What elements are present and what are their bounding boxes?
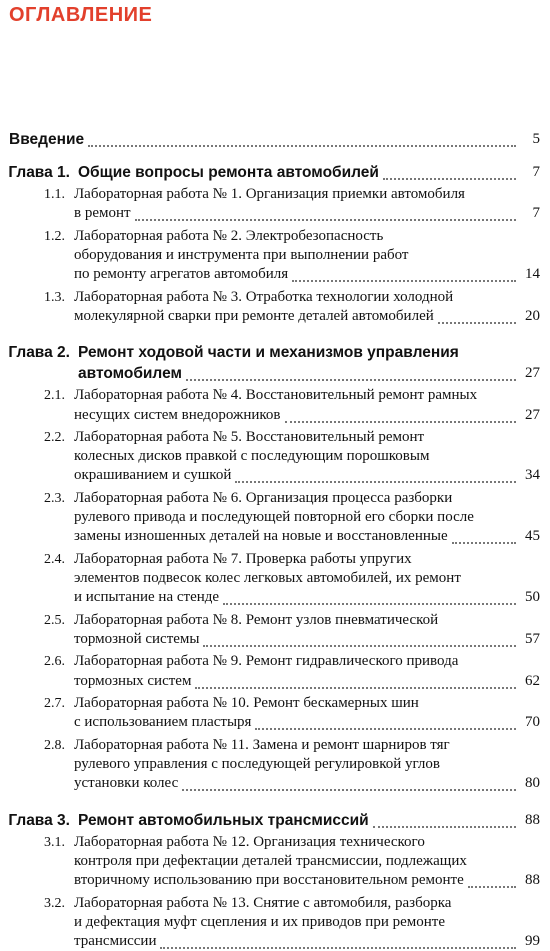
section-title-line: Лабораторная работа № 1. Организация приемки автомобиля bbox=[74, 186, 465, 202]
page-number: 50 bbox=[525, 589, 540, 606]
dot-leader bbox=[182, 787, 516, 791]
section-entry bbox=[0, 588, 550, 607]
page-number: 14 bbox=[525, 266, 540, 283]
section-title-line: несущих систем внедорожников bbox=[74, 406, 281, 423]
section-title-line: Лабораторная работа № 13. Снятие с автомобиля, разборка bbox=[74, 894, 452, 911]
chapter-title-line: Ремонт ходовой части и механизмов управления bbox=[78, 344, 459, 362]
section-title-line: установки колес bbox=[74, 775, 179, 792]
chapter-title-line: Общие вопросы ремонта автомобилей bbox=[78, 164, 379, 181]
section-title-line: тормозной системы bbox=[74, 630, 200, 647]
dot-leader bbox=[452, 540, 516, 544]
section-title-line: рулевого управления с последующей регулировкой углов bbox=[74, 756, 440, 772]
section-title-line: Лабораторная работа № 9. Ремонт гидравлического привода bbox=[74, 653, 459, 670]
dot-leader bbox=[292, 278, 516, 282]
page-number: 27 bbox=[525, 365, 540, 382]
section-entry bbox=[0, 204, 550, 223]
section-entry bbox=[0, 694, 550, 713]
dot-leader bbox=[438, 320, 516, 324]
page-number: 34 bbox=[525, 467, 540, 484]
section-entry bbox=[0, 672, 550, 691]
section-entry bbox=[0, 736, 550, 755]
dot-leader bbox=[285, 419, 517, 423]
section-title-line: и испытание на стенде bbox=[74, 589, 220, 606]
section-entry bbox=[0, 611, 550, 630]
section-entry bbox=[0, 428, 550, 447]
section-entry bbox=[0, 489, 550, 508]
section-title-line: Лабораторная работа № 5. Восстановительный ремонт bbox=[74, 429, 425, 445]
chapter-number: Глава 1. bbox=[8, 164, 70, 181]
section-title-line: колесных дисков правкой с последующим порошковым bbox=[74, 448, 430, 465]
toc-heading: ОГЛАВЛЕНИЕ bbox=[9, 4, 153, 26]
section-entry bbox=[0, 630, 550, 649]
section-title-line: замены изношенных деталей на новые и восстановленные bbox=[74, 528, 448, 545]
section-title-line: трансмиссии bbox=[74, 933, 157, 949]
section-number: 2.8. bbox=[44, 737, 65, 753]
section-entry bbox=[0, 288, 550, 307]
section-number: 2.4. bbox=[44, 551, 65, 567]
section-title-line: Лабораторная работа № 6. Организация процесса разборки bbox=[74, 489, 453, 506]
page-number: 88 bbox=[525, 811, 540, 828]
page-number: 99 bbox=[525, 933, 540, 949]
dot-leader bbox=[223, 601, 516, 605]
page-number: 80 bbox=[525, 775, 540, 792]
section-number: 1.1. bbox=[44, 187, 65, 202]
toc-entry-introduction bbox=[0, 130, 550, 149]
dot-leader bbox=[255, 726, 516, 730]
page-number: 20 bbox=[525, 307, 540, 324]
section-entry bbox=[0, 569, 550, 588]
section-number: 2.5. bbox=[44, 612, 65, 628]
chapter-title bbox=[0, 163, 550, 182]
page-number: 88 bbox=[525, 872, 540, 889]
section-title-line: окрашиванием и сушкой bbox=[74, 467, 232, 484]
page-number: 27 bbox=[525, 406, 540, 423]
section-number: 1.3. bbox=[44, 289, 65, 305]
section-title-line: Лабораторная работа № 7. Проверка работы упругих bbox=[74, 550, 412, 567]
dot-leader bbox=[383, 176, 516, 180]
section-entry bbox=[0, 307, 550, 326]
chapter-title-line: автомобилем bbox=[78, 365, 182, 383]
section-entry bbox=[0, 713, 550, 732]
section-entry bbox=[0, 508, 550, 527]
section-entry bbox=[0, 386, 550, 405]
dot-leader bbox=[235, 479, 516, 483]
section-entry bbox=[0, 871, 550, 890]
section-entry bbox=[0, 527, 550, 546]
section-entry bbox=[0, 227, 550, 246]
section-title-line: контроля при дефектации деталей трансмиссии, подлежащих bbox=[74, 852, 467, 869]
section-title-line: оборудования и инструмента при выполнении работ bbox=[74, 246, 409, 263]
section-entry bbox=[0, 913, 550, 932]
dot-leader bbox=[373, 824, 516, 828]
section-title-line: Лабораторная работа № 4. Восстановительный ремонт рамных bbox=[74, 387, 478, 404]
section-title-line: Лабораторная работа № 10. Ремонт бескамерных шин bbox=[74, 695, 419, 712]
section-entry bbox=[0, 833, 550, 852]
dot-leader bbox=[88, 143, 516, 147]
section-entry bbox=[0, 406, 550, 425]
dot-leader bbox=[203, 643, 516, 647]
section-entry bbox=[0, 894, 550, 913]
entry-title-line: Введение bbox=[9, 131, 85, 148]
page-number: 7 bbox=[532, 164, 540, 180]
section-number: 2.7. bbox=[44, 696, 65, 712]
section-number: 2.6. bbox=[44, 654, 65, 670]
section-entry bbox=[0, 265, 550, 284]
section-title-line: Лабораторная работа № 8. Ремонт узлов пневматической bbox=[74, 611, 439, 628]
section-entry bbox=[0, 447, 550, 466]
dot-leader bbox=[160, 945, 516, 949]
page-number: 57 bbox=[525, 630, 540, 647]
chapter-title bbox=[0, 343, 550, 362]
section-title-line: в ремонт bbox=[74, 205, 131, 222]
dot-leader bbox=[186, 377, 516, 381]
page-number: 5 bbox=[532, 131, 540, 147]
section-title-line: и дефектация муфт сцепления и их приводов при ремонте bbox=[74, 913, 445, 930]
chapter-number: Глава 2. bbox=[8, 344, 70, 362]
section-title-line: Лабораторная работа № 3. Отработка технологии холодной bbox=[74, 288, 454, 305]
section-number: 1.2. bbox=[44, 228, 65, 244]
page-number: 45 bbox=[525, 528, 540, 545]
section-title-line: по ремонту агрегатов автомобиля bbox=[74, 266, 289, 283]
section-entry bbox=[0, 852, 550, 871]
section-title-line: Лабораторная работа № 11. Замена и ремонт шарниров тяг bbox=[74, 736, 450, 753]
section-title-line: элементов подвесок колес легковых автомобилей, их ремонт bbox=[74, 570, 461, 586]
section-number: 3.1. bbox=[44, 834, 65, 850]
section-entry bbox=[0, 932, 550, 951]
section-entry bbox=[0, 550, 550, 569]
section-entry bbox=[0, 185, 550, 204]
section-title-line: с использованием пластыря bbox=[74, 714, 252, 731]
section-title-line: рулевого привода и последующей повторной его сборки после bbox=[74, 509, 474, 526]
section-title-line: Лабораторная работа № 2. Электробезопасность bbox=[74, 227, 384, 244]
section-entry bbox=[0, 755, 550, 774]
section-title-line: Лабораторная работа № 12. Организация технического bbox=[74, 833, 425, 850]
chapter-title bbox=[0, 811, 550, 830]
section-number: 2.2. bbox=[44, 430, 65, 445]
section-entry bbox=[0, 246, 550, 265]
section-title-line: молекулярной сварки при ремонте деталей автомобилей bbox=[74, 307, 434, 324]
page-number: 70 bbox=[525, 714, 540, 731]
chapter-title bbox=[0, 364, 550, 383]
page-number: 7 bbox=[532, 205, 540, 222]
section-entry bbox=[0, 652, 550, 671]
section-title-line: вторичному использованию при восстановительном ремонте bbox=[74, 872, 464, 889]
section-title-line: тормозных систем bbox=[74, 672, 192, 689]
chapter-number: Глава 3. bbox=[8, 811, 70, 829]
dot-leader bbox=[135, 217, 516, 221]
dot-leader bbox=[195, 685, 516, 689]
page-number: 62 bbox=[525, 672, 540, 689]
section-number: 2.1. bbox=[44, 388, 65, 404]
chapter-title-line: Ремонт автомобильных трансмиссий bbox=[78, 811, 369, 829]
section-number: 3.2. bbox=[44, 895, 65, 911]
section-entry bbox=[0, 466, 550, 485]
dot-leader bbox=[468, 884, 516, 888]
section-entry bbox=[0, 774, 550, 793]
section-number: 2.3. bbox=[44, 490, 65, 506]
